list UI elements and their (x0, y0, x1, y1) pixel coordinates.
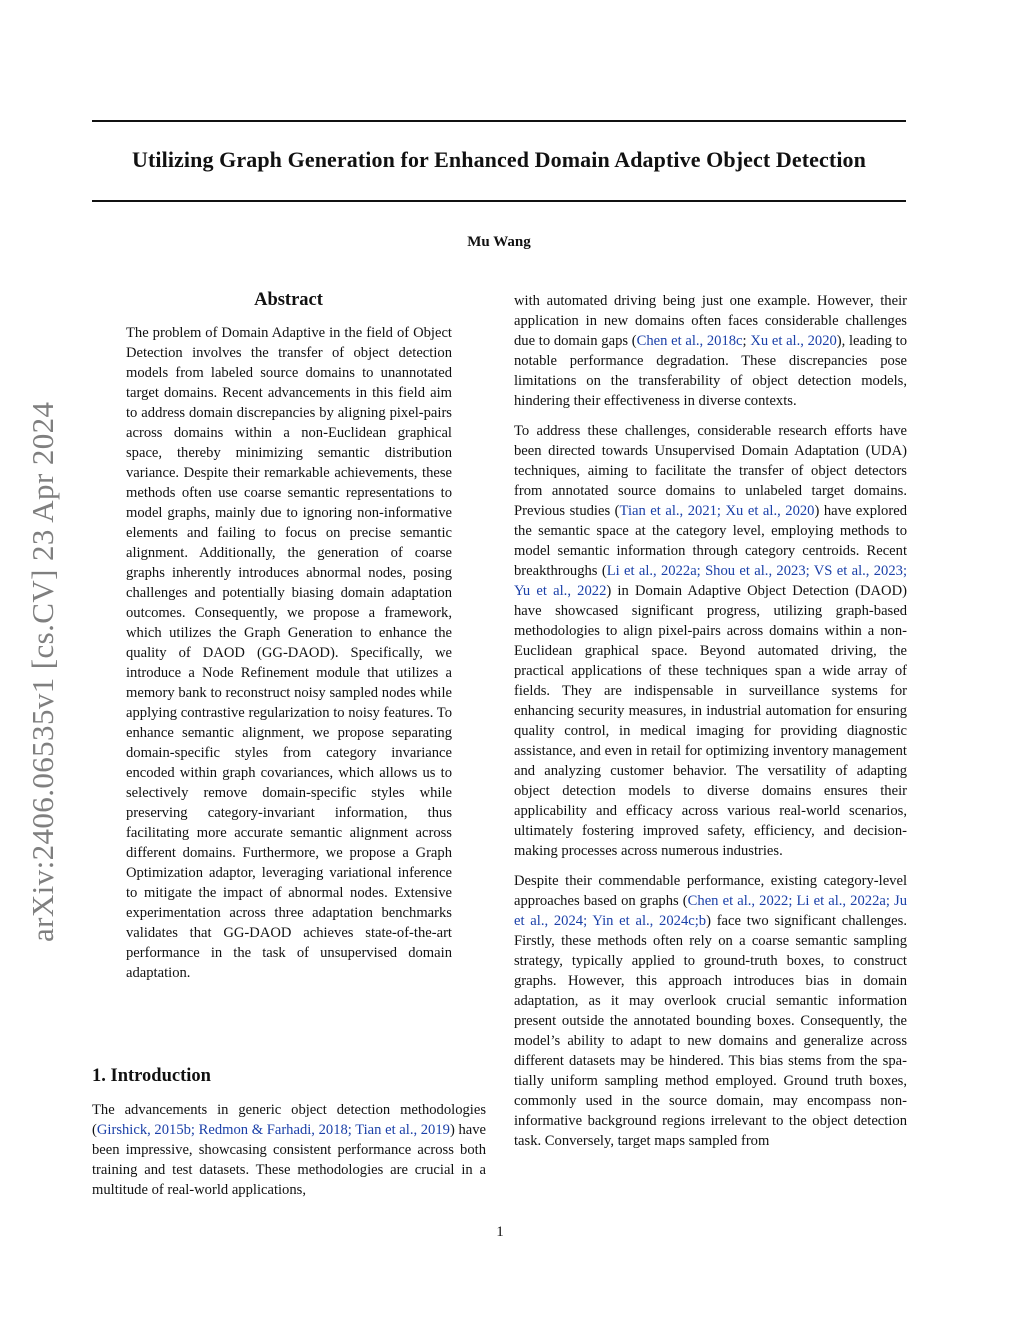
author-name: Mu Wang (467, 234, 531, 250)
page-number: 1 (496, 1224, 504, 1240)
right-paragraph-1 (514, 291, 907, 411)
intro-text: The advancements in generic object detection methodologies ( (92, 1102, 486, 1138)
body-text: ), leading to notable performance degradation. These discrepancies pose limitations on the transferability of object detection models, hindering their effectiveness in diverse contexts. (514, 333, 908, 409)
citation-link[interactable]: Li et al., 2022a; Shou et al., 2023; VS et al., 2023; Yu et al., 2022 (514, 563, 907, 599)
citation-link[interactable]: Chen et al., 2022; Li et al., 2022a; Ju et al., 2024; Yin et al., 2024c;b (514, 893, 907, 929)
body-text: Despite their commendable performance, existing category-level approaches based on graphs ( (514, 873, 907, 909)
introduction-paragraph (92, 1100, 486, 1200)
right-paragraph-2 (514, 421, 907, 861)
abstract-heading: Abstract (254, 290, 323, 310)
introduction-heading: 1. Introduction (92, 1066, 211, 1086)
citation-link[interactable]: Chen et al., 2018c (636, 333, 743, 349)
arxiv-identifier: arXiv:2406.06535v1 [cs.CV] 23 Apr 2024 (25, 401, 60, 942)
body-text: with automated driving being just one example. However, their application in new domains often faces considerable challenges due to domain gaps ( (514, 293, 907, 349)
body-text: ; (742, 333, 751, 349)
body-text: ) have explored the semantic space at the category level, employing methods to model semantic information through category centroids. Recent breakthroughs ( (514, 503, 907, 579)
citation-link[interactable]: Tian et al., 2021; Xu et al., 2020 (619, 503, 815, 519)
body-text: To address these challenges, considerable research efforts have been directed towards Unsupervised Domain Adaptation (UDA) techniques, aiming to facilitate the transfer of object detectors from annotated source domains to unlabeled target domains. Previous studies ( (514, 423, 907, 519)
right-column (514, 291, 907, 1161)
citation-link[interactable]: Girshick, 2015b; Redmon & Farhadi, 2018; Tian et al., 2019 (96, 1122, 450, 1138)
intro-text: ) have been impressive, showcasing consistent performance across both training and test datasets. These methodologies are crucial in a multitude of real-world applications, (92, 1122, 487, 1198)
paper-title: Utilizing Graph Generation for Enhanced Domain Adaptive Object Detection (132, 147, 866, 172)
title-bottom-rule (92, 200, 906, 202)
citation-link[interactable]: Xu et al., 2020 (750, 333, 837, 349)
body-text: ) in Domain Adaptive Object Detection (DAOD) have showcased significant progress, utilizing graph-based methodologies to align pixel-pairs across domains within a non-Euclidean graphical space. Beyond automated driving, the practical applications of these techniques span a wide array of fields. They are indispensable in surveillance systems for enhancing security measures, in industrial automation for ensuring quality control, in medical imaging for providing diagnostic assistance, and even in retail for optimizing inventory management and analyzing customer behavior. The versatility of adapting object detection models to diverse domains ensures their applicability and efficacy across various real-world scenarios, ultimately fostering improved safety, efficiency, and decision-making processes across numerous industries. (514, 583, 907, 859)
body-text: ) face two significant challenges. Firstly, these methods often rely on a coarse semantic sampling strategy, typically applied to ground-truth boxes, to construct graphs. However, this approach introduces bias in domain adaptation, as it may overlook crucial semantic information present outside the annotated bounding boxes. Consequently, the model’s ability to adapt to new domains and generalize across different datasets may be hindered. This bias stems from the spatially uniform sampling method employed. Ground truth boxes, commonly used in the source domain, may encompass non-informative background regions irrelevant to the object detection task. Conversely, target maps sampled from (514, 913, 907, 1149)
abstract-text: The problem of Domain Adaptive in the field of Object Detection involves the transfer of object detection models from labeled source domains to unannotated target domains. Recent advancements in this field aim to address domain discrepancies by aligning pixel-pairs across domains within a non-Euclidean graphical space, thereby minimizing semantic distribution variance. Despite their remarkable achievements, these methods often use coarse semantic representations to model graphs, mainly due to ignoring non-informative elements and failing to focus on precise semantic alignment. Additionally, the generation of coarse graphs inherently introduces abnormal nodes, posing challenges and potentially biasing domain adaptation outcomes. Consequently, we propose a framework, which utilizes the Graph Generation to enhance the quality of DAOD (GG-DAOD). Specifically, we introduce a Node Refinement module that utilizes a memory bank to reconstruct noisy sampled nodes while applying contrastive regularization to noisy features. To enhance semantic alignment, we propose separating domain-specific styles from category invariance encoded within graph covariances, which allows us to selectively remove domain-specific styles while preserving category-invariant information, thus facilitating more accurate semantic alignment across different domains. Furthermore, we propose a Graph Optimization adaptor, leveraging variational inference to mitigate the impact of abnormal nodes. Extensive experimentation across three adaptation benchmarks validates that GG-DAOD achieves state-of-the-art performance in the task of unsupervised domain adaptation. (126, 325, 452, 981)
title-top-rule (92, 120, 906, 122)
right-paragraph-3 (514, 871, 907, 1151)
